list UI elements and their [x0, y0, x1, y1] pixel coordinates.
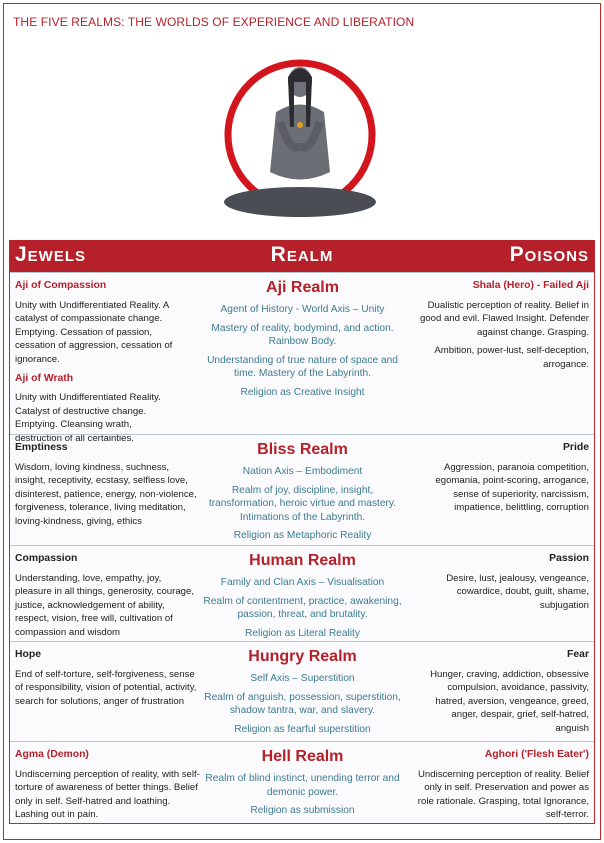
realm-text: Understanding of true nature of space and time. Mastery of the Labyrinth.	[207, 354, 398, 379]
jewels-cell	[15, 552, 200, 645]
meditating-figure-image	[220, 52, 380, 222]
realm-text: Realm of contentment, practice, awakening, passion, threat, and brutality.	[203, 595, 402, 620]
poisons-cell	[417, 648, 589, 741]
jewel-heading: Emptiness	[15, 442, 68, 453]
jewel-text: Unity with Undifferentiated Reality. A catalyst of compassionate change. Emptying. Cessation of passion, cessation of aggression, cessation of ignorance.	[15, 299, 173, 365]
realm-text: Religion as fearful superstition	[234, 723, 371, 735]
poisons-cell	[417, 279, 589, 377]
poisons-cell	[417, 552, 589, 617]
realm-text: Realm of anguish, possession, superstition, shadow tantra, war, and slavery.	[204, 691, 401, 716]
jewel-text: Wisdom, loving kindness, suchness, insight, receptivity, ecstasy, selfless love, disinterest, patience, energy, non-violence, forgiveness, tolerance, living meditation, loving-kindness, giving, ethics	[15, 461, 197, 527]
table-row-hungry	[10, 641, 594, 741]
realm-name: Hell Realm	[261, 748, 344, 765]
jewel-heading: Aji of Wrath	[15, 372, 74, 384]
table-row-aji	[10, 272, 594, 444]
realm-text: Nation Axis – Embodiment	[242, 466, 363, 477]
poison-text: Dualistic perception of reality. Belief in good and evil. Flawed Insight. Defender against change. Grasping.	[419, 299, 589, 338]
poison-heading: Shala (Hero) - Failed Aji	[472, 280, 589, 291]
realms-table	[9, 240, 595, 824]
header-poisons: Poisons	[509, 243, 589, 266]
realm-name: Bliss Realm	[257, 441, 348, 458]
header-jewels: Jewels	[15, 243, 87, 266]
table-row-human	[10, 545, 594, 641]
realm-text: Agent of History - World Axis – Unity	[220, 304, 385, 315]
poison-text: Aggression, paranoia competition, egomania, point-scoring, arrogance, sense of superiority, narcissism, impatience, belittling, corruption	[435, 461, 589, 514]
realm-cell	[200, 279, 405, 404]
realm-name: Human Realm	[249, 552, 356, 569]
poison-text: Hunger, craving, addiction, obsessive compulsion, avoidance, passivity, hatred, aversion, vengeance, greed, anger, despair, grief, self-hatred, anguish	[430, 668, 589, 734]
jewels-cell	[15, 279, 200, 451]
jewels-cell	[15, 441, 200, 534]
header-realm: Realm	[270, 243, 334, 266]
jewel-heading: Compassion	[15, 553, 78, 564]
poisons-cell	[417, 441, 589, 520]
table-row-bliss	[10, 434, 594, 545]
realm-cell	[200, 441, 405, 548]
jewel-heading: Hope	[15, 649, 41, 660]
realm-text: Religion as Metaphoric Reality	[233, 530, 372, 541]
realm-text: Realm of blind instinct, unending terror and demonic power.	[205, 773, 400, 798]
jewel-text: Understanding, love, empathy, joy, pleasure in all things, generosity, courage, justice, acknowledgement of ability, respect, vision, free will, cultivation of compassion and wisdom	[15, 572, 195, 638]
jewel-text: End of self-torture, self-forgiveness, sense of responsibility, vision of potential, activity, search for solutions, anger of frustration	[15, 668, 197, 707]
realm-text: Self Axis – Superstition	[250, 673, 355, 684]
realm-text: Religion as Literal Reality	[245, 627, 360, 639]
poison-heading: Passion	[549, 553, 589, 564]
poison-text: Desire, lust, jealousy, vengeance, cowardice, doubt, guilt, shame, subjugation	[446, 572, 589, 611]
poison-heading: Pride	[563, 442, 589, 453]
poison-heading: Fear	[567, 649, 589, 660]
jewel-text: Undiscerning perception of reality, with self-torture of awareness of better things. Belief only in self. Self-hatred and loathing. Lashing out in pain.	[15, 768, 200, 821]
jewel-heading: Agma (Demon)	[15, 749, 89, 760]
poison-text: Undiscerning perception of reality. Belief only in self. Preservation and power as role rationale. Grasping, total Ignorance, self-terror.	[417, 768, 589, 821]
realm-name: Aji Realm	[266, 279, 339, 296]
realm-cell	[200, 748, 405, 823]
poison-text: Ambition, power-lust, self-deception, arrogance.	[434, 345, 589, 370]
page-title: THE FIVE REALMS: THE WORLDS OF EXPERIENCE AND LIBERATION	[13, 15, 415, 29]
realm-text: Mastery of reality, bodymind, and action. Rainbow Body.	[211, 322, 394, 347]
realm-name: Hungry Realm	[248, 648, 357, 665]
poison-heading: Aghori ('Flesh Eater')	[484, 749, 589, 760]
jewel-heading: Aji of Compassion	[15, 280, 107, 291]
jewels-cell	[15, 748, 200, 827]
table-row-hell	[10, 741, 594, 823]
realm-text: Realm of joy, discipline, insight, transformation, heroic virtue and mastery. Intimations of the Labyrinth.	[208, 484, 397, 523]
table-header	[10, 240, 594, 272]
realm-cell	[200, 552, 405, 645]
realm-text: Religion as Creative Insight	[240, 386, 365, 398]
jewels-cell	[15, 648, 200, 713]
jewel-text: Unity with Undifferentiated Reality. Catalyst of destructive change. Emptying. Cleansing wrath, destruction of all certainties.	[15, 392, 161, 444]
poisons-cell	[417, 748, 589, 827]
realm-cell	[200, 648, 405, 741]
realm-text: Religion as submission	[250, 805, 355, 816]
realm-text: Family and Clan Axis – Visualisation	[220, 577, 385, 588]
